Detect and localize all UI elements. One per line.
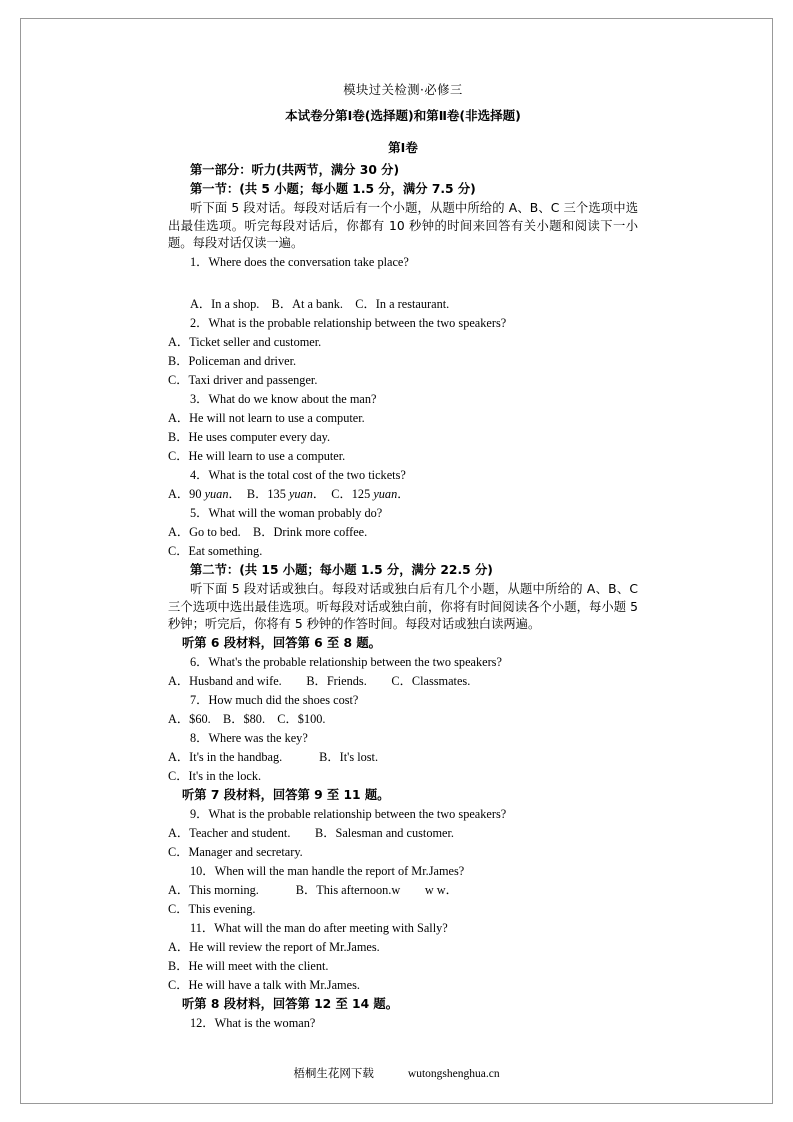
question-11-option-b: B．He will meet with the client.: [168, 959, 329, 973]
question-5: 5．What will the woman probably do?: [190, 506, 383, 520]
question-10: 10．When will the man handle the report of Mr.James?: [190, 864, 465, 878]
q4-opt-mid2: ． C．125: [312, 487, 374, 501]
question-8-option-c: C．It's in the lock.: [168, 769, 262, 783]
question-8: 8．Where was the key?: [190, 731, 308, 745]
document-title: 模块过关检测·必修三: [343, 83, 463, 97]
question-3-option-c: C．He will learn to use a computer.: [168, 449, 346, 463]
document-subtitle: 本试卷分第Ⅰ卷(选择题)和第Ⅱ卷(非选择题): [285, 108, 521, 123]
question-2-option-a: A．Ticket seller and customer.: [168, 335, 322, 349]
question-6-options: A．Husband and wife. B．Friends. C．Classmates.: [168, 674, 471, 688]
question-9-options-ab: A．Teacher and student. B．Salesman and customer.: [168, 826, 454, 840]
question-5-options-ab: A．Go to bed. B．Drink more coffee.: [168, 525, 368, 539]
question-11: 11．What will the man do after meeting with Sally?: [190, 921, 448, 935]
question-2-option-c: C．Taxi driver and passenger.: [168, 373, 318, 387]
q4-yuan-2: yuan: [288, 487, 313, 501]
question-11-option-a: A．He will review the report of Mr.James.: [168, 940, 380, 954]
part-one-heading: 第一部分：听力(共两节，满分 30 分): [190, 163, 400, 177]
question-4-options: [168, 486, 638, 504]
question-8-options-ab: A．It's in the handbag. B．It's lost.: [168, 750, 379, 764]
q4-opt-end: ．: [397, 487, 410, 501]
footer-url: wutongshenghua.cn: [407, 1068, 500, 1080]
question-12: 12．What is the woman?: [190, 1016, 316, 1030]
material-7-heading: 听第 7 段材料，回答第 9 至 11 题。: [182, 788, 390, 802]
question-7-options: A．$60. B．$80. C．$100.: [168, 712, 326, 726]
question-3: 3．What do we know about the man?: [190, 392, 377, 406]
question-1-options: A．In a shop. B．At a bank. C．In a restaurant.: [190, 297, 450, 311]
section-two-heading: 第二节：(共 15 小题；每小题 1.5 分，满分 22.5 分): [190, 563, 493, 577]
q4-yuan-1: yuan: [204, 487, 229, 501]
question-9-option-c: C．Manager and secretary.: [168, 845, 303, 859]
question-10-option-c: C．This evening.: [168, 902, 256, 916]
section-two-directions: 听下面 5 段对话或独白。每段对话或独白后有几个小题，从题中所给的 A、B、C 三个选项中选出最佳选项。听每段对话或独白前，你将有时间阅读各个小题，每小题 5 秒钟；听完后，你将有 5 秒钟的作答时间。每段对话或独白读两遍。: [168, 582, 638, 631]
q4-opt-pre: A．90: [168, 487, 205, 501]
question-2: 2．What is the probable relationship between the two speakers?: [190, 316, 507, 330]
section-one-heading: 第一节：(共 5 小题；每小题 1.5 分，满分 7.5 分): [190, 182, 476, 196]
question-5-option-c: C．Eat something.: [168, 544, 263, 558]
footer-site-name: 梧桐生花网下载: [293, 1066, 374, 1080]
q4-opt-mid: ． B．135: [228, 487, 289, 501]
question-9: 9．What is the probable relationship between the two speakers?: [190, 807, 507, 821]
question-10-options-ab: A．This morning. B．This afternoon.w w w．: [168, 883, 458, 897]
material-8-heading: 听第 8 段材料，回答第 12 至 14 题。: [182, 997, 399, 1011]
section-one-directions: 听下面 5 段对话。每段对话后有一个小题，从题中所给的 A、B、C 三个选项中选出最佳选项。听完每段对话后，你都有 10 秒钟的时间来回答有关小题和阅读下一小题。每段对话仅读一遍。: [168, 201, 638, 250]
material-6-heading: 听第 6 段材料，回答第 6 至 8 题。: [182, 636, 381, 650]
q4-yuan-3: yuan: [373, 487, 398, 501]
question-1: 1．Where does the conversation take place?: [190, 255, 409, 269]
document-content: [168, 80, 638, 1034]
question-7: 7．How much did the shoes cost?: [190, 693, 359, 707]
question-11-option-c: C．He will have a talk with Mr.James.: [168, 978, 360, 992]
question-2-option-b: B．Policeman and driver.: [168, 354, 297, 368]
paper-section-heading: 第Ⅰ卷: [388, 140, 418, 155]
question-6: 6．What's the probable relationship between the two speakers?: [190, 655, 502, 669]
question-3-option-b: B．He uses computer every day.: [168, 430, 331, 444]
question-4: 4．What is the total cost of the two tickets?: [190, 468, 406, 482]
page-footer: [0, 1065, 793, 1081]
answer-gap: [168, 273, 638, 296]
question-3-option-a: A．He will not learn to use a computer.: [168, 411, 365, 425]
